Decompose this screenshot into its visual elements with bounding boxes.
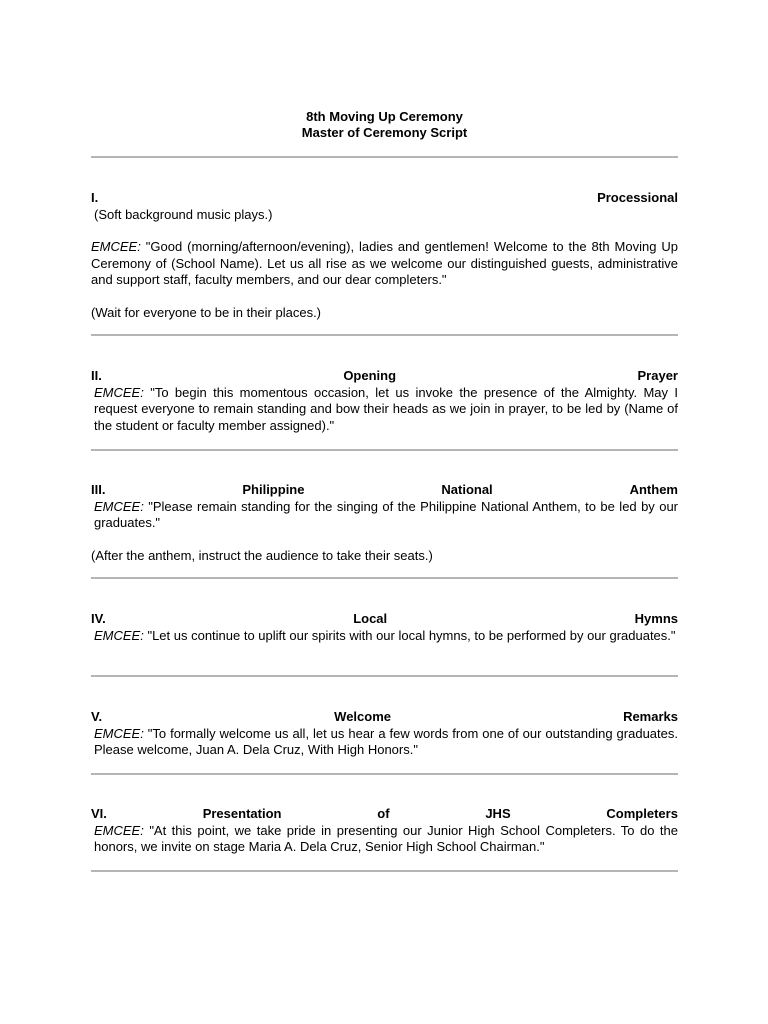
document-title — [91, 109, 678, 141]
heading-word: Remarks — [623, 709, 678, 724]
section-local-hymns — [91, 611, 678, 644]
emcee-label: EMCEE: — [94, 725, 144, 741]
section-heading — [91, 709, 678, 726]
emcee-label: EMCEE: — [91, 239, 141, 254]
divider — [91, 675, 678, 677]
section-heading — [91, 806, 678, 823]
section-number: VI. — [91, 806, 107, 821]
section-heading — [91, 368, 678, 385]
emcee-label: EMCEE: — [94, 627, 144, 643]
divider — [91, 577, 678, 579]
section-presentation-of-completers — [91, 806, 678, 856]
divider — [91, 449, 678, 451]
heading-word: Anthem — [629, 482, 678, 497]
section-number: IV. — [91, 611, 106, 626]
emcee-label: EMCEE: — [94, 384, 144, 400]
section-number: I. — [91, 190, 99, 205]
section-processional — [91, 190, 678, 321]
section-heading — [91, 482, 678, 499]
heading-word: Presentation — [202, 806, 282, 821]
heading-word: JHS — [485, 806, 511, 821]
paragraph: EMCEE: "Please remain standing for the singing of the Philippine National Anthem, to be led by our graduates." — [94, 498, 678, 530]
divider — [91, 334, 678, 336]
emcee-label: EMCEE: — [94, 498, 144, 514]
heading-word: Opening — [343, 368, 397, 383]
section-national-anthem — [91, 482, 678, 564]
section-heading — [91, 611, 678, 628]
paragraph: EMCEE: "At this point, we take pride in presenting our Junior High School Completers. To do the honors, we invite on stage Maria A. Dela Cruz, Senior High School Chairman." — [94, 822, 678, 854]
paragraph: EMCEE: "To formally welcome us all, let us hear a few words from one of our outstanding graduates. Please welcome, Juan A. Dela Cruz, With High Honors." — [94, 725, 678, 757]
heading-word: Welcome — [334, 709, 391, 724]
section-number: II. — [91, 368, 102, 383]
divider — [91, 870, 678, 872]
paragraph: EMCEE: "Let us continue to uplift our spirits with our local hymns, to be performed by our graduates." — [94, 627, 676, 643]
heading-word: Completers — [606, 806, 678, 821]
paragraph: (After the anthem, instruct the audience to take their seats.) — [91, 547, 433, 563]
paragraph: EMCEE: "Good (morning/afternoon/evening), ladies and gentlemen! Welcome to the 8th Moving Up Ceremony of (School Name). Let us all rise as we welcome our distinguished guests, administrative and support staff, faculty members, and our dear completers." — [91, 239, 678, 287]
heading-word: Local — [353, 611, 388, 626]
section-welcome-remarks — [91, 709, 678, 759]
paragraph: (Wait for everyone to be in their places.) — [91, 304, 322, 320]
divider — [91, 773, 678, 775]
section-number: III. — [91, 482, 106, 497]
heading-word: Hymns — [634, 611, 678, 626]
paragraph: EMCEE: "To begin this momentous occasion, let us invoke the presence of the Almighty. May I request everyone to remain standing and bow their heads as we join in prayer, to be led by (Name of the student or faculty member assigned)." — [94, 384, 678, 433]
heading-word: of — [377, 806, 390, 821]
title-line-1: 8th Moving Up Ceremony — [306, 109, 463, 124]
title-line-2: Master of Ceremony Script — [301, 125, 468, 140]
section-opening-prayer — [91, 368, 678, 434]
heading-word: Philippine — [242, 482, 305, 497]
heading-word: National — [441, 482, 493, 497]
emcee-label: EMCEE: — [94, 822, 144, 838]
divider — [91, 156, 678, 158]
section-heading — [91, 190, 678, 207]
heading-word: Processional — [597, 190, 678, 205]
section-number: V. — [91, 709, 103, 724]
paragraph: (Soft background music plays.) — [94, 206, 273, 222]
heading-word: Prayer — [637, 368, 678, 383]
